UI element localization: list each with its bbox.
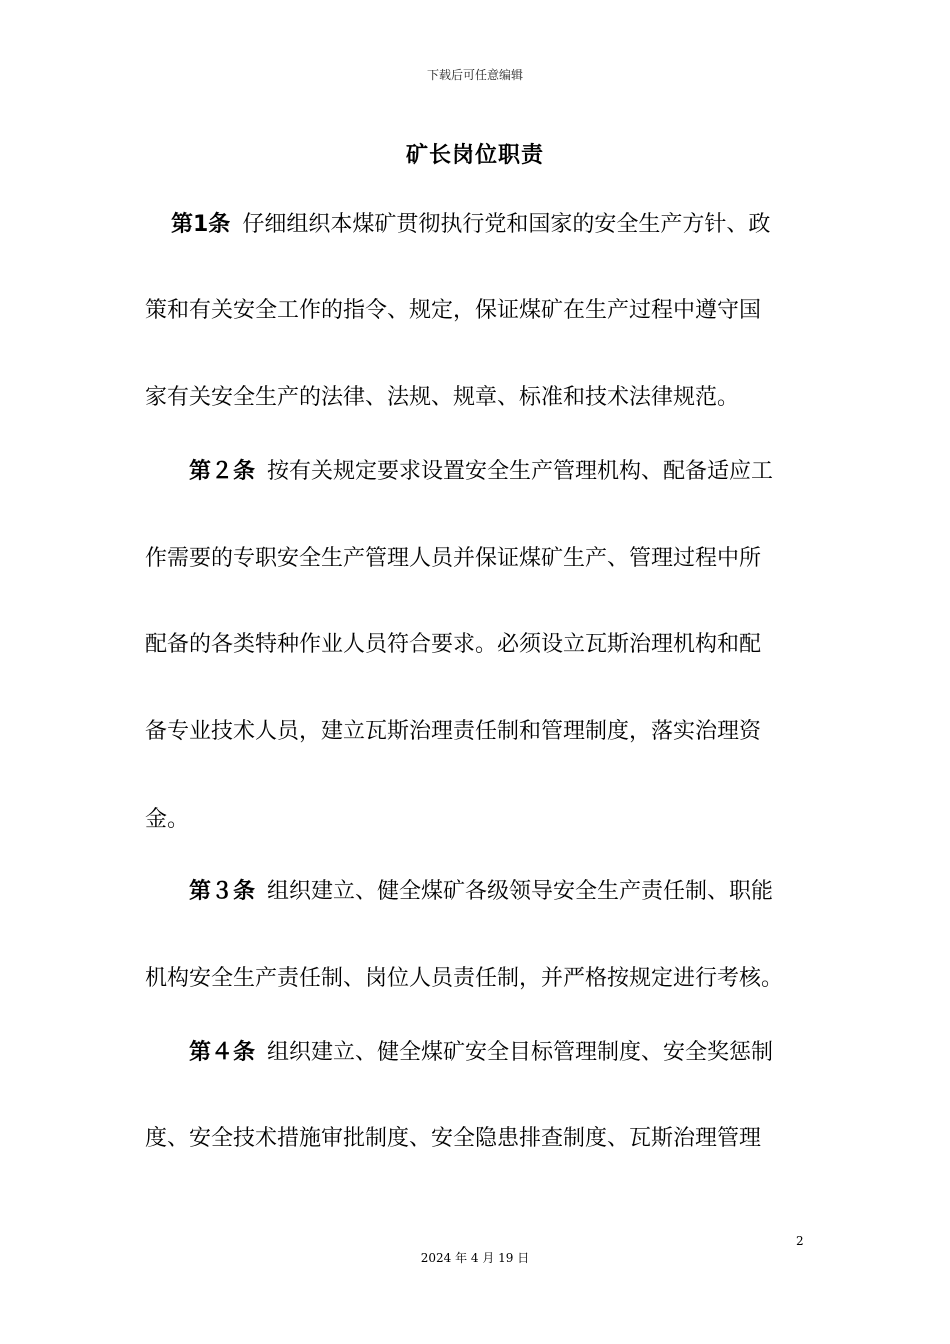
article-4-text-1: 组织建立、健全煤矿安全目标管理制度、安全奖惩制: [267, 1040, 774, 1065]
article-2-line-4: 备专业技术人员，建立瓦斯治理责任制和管理制度，落实治理资: [145, 719, 762, 744]
document-title: 矿长岗位职责: [405, 143, 544, 168]
article-4-label: 第４条: [189, 1040, 256, 1065]
article-2-line-3: 配备的各类特种作业人员符合要求。必须设立瓦斯治理机构和配: [145, 632, 762, 657]
article-2-line-2: 作需要的专职安全生产管理人员并保证煤矿生产、管理过程中所: [145, 546, 762, 571]
article-1-label: 第1条: [171, 212, 231, 237]
article-3-label: 第３条: [189, 879, 256, 904]
article-2-line-1: [189, 457, 773, 487]
page-number: 2: [796, 1234, 804, 1248]
article-2-label: 第２条: [189, 459, 256, 484]
article-3-text-1: 组织建立、健全煤矿各级领导安全生产责任制、职能: [267, 879, 774, 904]
article-1-text-1: 仔细组织本煤矿贯彻执行党和国家的安全生产方针、政: [242, 212, 771, 237]
article-2-line-5: 金。: [145, 807, 190, 832]
article-4-line-1: [189, 1038, 773, 1068]
article-1-line-2: 策和有关安全工作的指令、规定，保证煤矿在生产过程中遵守国: [145, 298, 762, 323]
article-1-line-3: 家有关安全生产的法律、法规、规章、标准和技术法律规范。: [145, 385, 740, 410]
article-3-line-1: [189, 877, 773, 907]
article-4-line-2: 度、安全技术措施审批制度、安全隐患排查制度、瓦斯治理管理: [145, 1126, 762, 1151]
page-footer-date: 2024 年 4 月 19 日: [420, 1251, 530, 1265]
article-2-text-1: 按有关规定要求设置安全生产管理机构、配备适应工: [267, 459, 774, 484]
article-3-line-2: 机构安全生产责任制、岗位人员责任制，并严格按规定进行考核。: [145, 966, 784, 991]
page-header: 下载后可任意编辑: [426, 68, 523, 82]
article-1-line-1: [171, 210, 770, 240]
